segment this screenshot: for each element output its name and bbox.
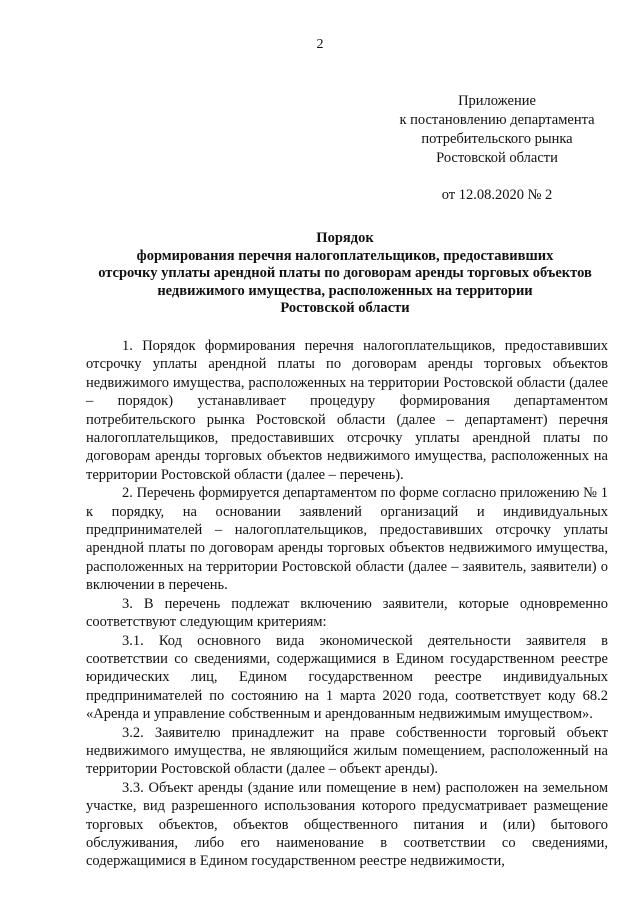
appendix-date: от 12.08.2020 № 2 [441, 187, 553, 203]
paragraph-3-3: 3.3. Объект аренды (здание или помещение в нем) расположен на земельном участке, вид разрешенного использования которого предусматривает размещение торговых объектов, объектов общественного питания и (или) бытового обслуживания, либо его наименование в соответствии со сведениями, содержащимися в Едином государственном реестре недвижимости, [86, 779, 608, 870]
appendix-region-line: Ростовской области [436, 150, 558, 166]
document-body [86, 337, 608, 871]
paragraph-3-2: 3.2. Заявителю принадлежит на праве собственности торговый объект недвижимого имущества, не являющийся жилым помещением, расположенный на территории Ростовской области (далее – объект аренды). [86, 724, 608, 778]
paragraph-3: 3. В перечень подлежат включению заявители, которые одновременно соответствуют следующим критериям: [86, 595, 608, 631]
page-number: 2 [316, 37, 324, 52]
title-line: недвижимого имущества, расположенных на территории [157, 282, 533, 299]
appendix-reference-line: к постановлению департамента [399, 112, 595, 128]
paragraph-1: 1. Порядок формирования перечня налогоплательщиков, предоставивших отсрочку уплаты арендной платы по договорам аренды торговых объектов недвижимого имущества, расположенных на территории Ростовской области (далее – порядок) устанавливает процедуру формирования департаментом потребительского рынка Ростовской области (далее – департамент) перечня налогоплательщиков, предоставивших отсрочку уплаты арендной платы по договорам аренды торговых объектов недвижимого имущества, расположенных на территории Ростовской области (далее – перечень). [86, 338, 608, 483]
document-title [60, 230, 630, 318]
paragraph-2: 2. Перечень формируется департаментом по форме согласно приложению № 1 к порядку, на основании заявлений организаций и индивидуальных предпринимателей – налогоплательщиков, предоставивших отсрочку уплаты арендной платы по договорам аренды торговых объектов недвижимого имущества, расположенных на территории Ростовской области (далее – заявитель, заявители) о включении в перечень. [86, 485, 608, 594]
appendix-header [380, 92, 614, 205]
appendix-department-line: потребительского рынка [421, 131, 573, 147]
title-line: формирования перечня налогоплательщиков, предоставивших [136, 247, 554, 264]
paragraph-3-1: 3.1. Код основного вида экономической деятельности заявителя в соответствии со сведениями, содержащимися в Едином государственном реестре юридических лиц, Едином государственном реестре индивидуальных предпринимателей по состоянию на 1 марта 2020 года, соответствует коду 68.2 «Аренда и управление собственным и арендованным недвижимым имуществом». [86, 632, 608, 723]
title-line: Порядок [316, 230, 374, 246]
appendix-title: Приложение [458, 93, 536, 109]
title-line: отсрочку уплаты арендной платы по договорам аренды торговых объектов [98, 265, 592, 281]
title-line: Ростовской области [280, 300, 410, 316]
